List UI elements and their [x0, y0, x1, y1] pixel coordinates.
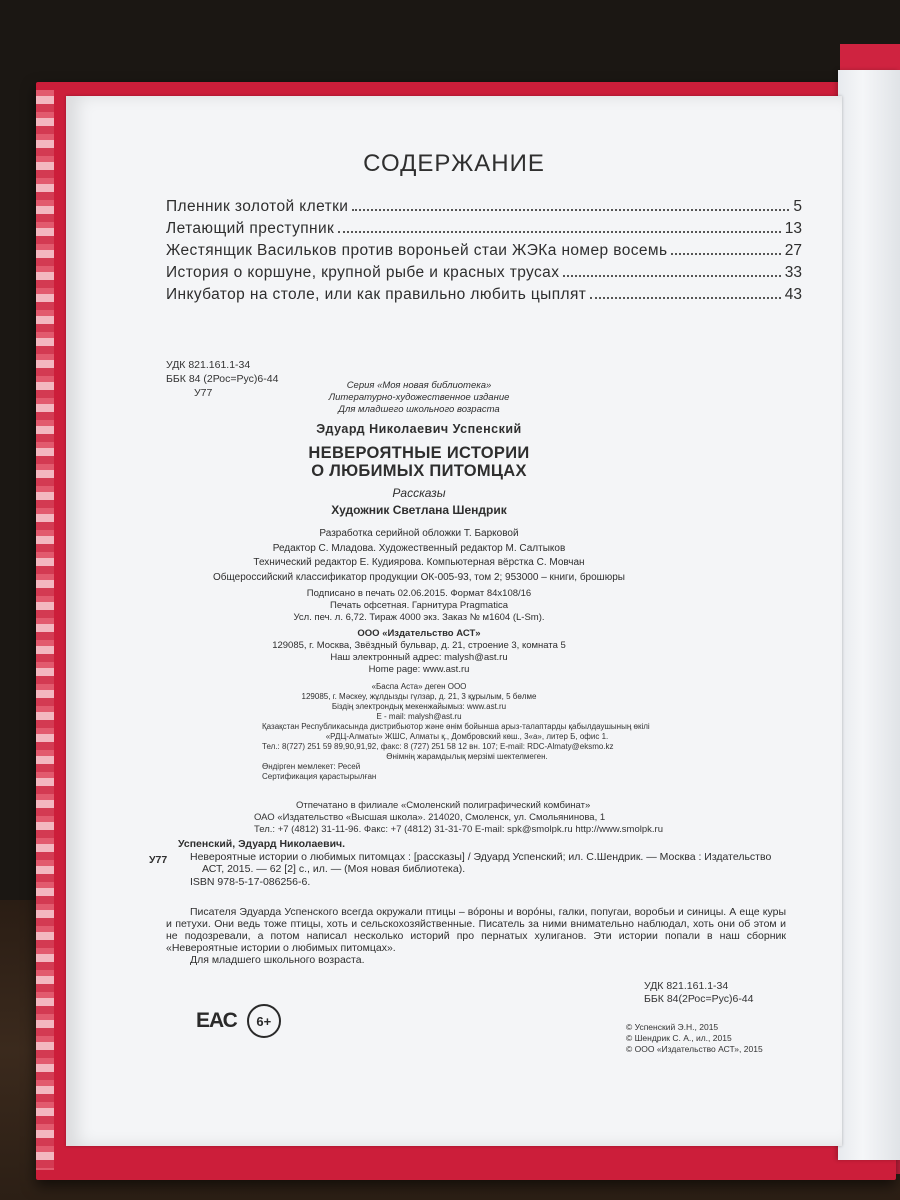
- annotation-paragraph: Писателя Эдуарда Успенского всегда окружали птицы – во́роны и воро́ны, галки, попугаи, воробьи и синицы. А еще куры и петухи. Они ведь тоже птицы, хоть и сельскохозяйственные. Писатель за ними внимательно наблюдал, хоть они об этом и не подозревали, а потом написал несколько историй про пернатых хулиганов. Эти истории попали в наш сборник «Невероятные истории о любимых питомцах».: [166, 906, 786, 954]
- toc-entry: [166, 262, 802, 284]
- credit-line: Технический редактор Е. Кудиярова. Компьютерная вёрстка С. Мовчан: [253, 557, 585, 568]
- udk-code: УДК 821.161.1-34: [166, 359, 251, 371]
- print-info-line: Подписано в печать 02.06.2015. Формат 84x108/16: [306, 588, 532, 599]
- series-line: Серия «Моя новая библиотека»: [346, 380, 492, 391]
- printing-line: Отпечатано в филиале «Смоленский полиграфический комбинат»: [296, 800, 591, 811]
- udk-code: УДК 821.161.1-34: [644, 980, 729, 992]
- kz-line: «Баспа Аста» деген ООО: [371, 682, 467, 691]
- certification-marks: [196, 1004, 281, 1038]
- artist: Художник Светлана Шендрик: [331, 503, 507, 517]
- toc-dot-leader: [352, 208, 789, 211]
- annotation-paragraph: Для младшего школьного возраста.: [190, 954, 365, 966]
- credit-line: Общероссийский классификатор продукции ОК-005-93, том 2; 953000 – книги, брошюры: [213, 571, 625, 583]
- toc-entry-page: 5: [793, 198, 802, 215]
- distributor-line: Өндірген мемлекет: Ресей: [262, 762, 361, 771]
- print-info-line: Печать офсетная. Гарнитура Pragmatica: [330, 600, 508, 611]
- book-title: [66, 444, 772, 480]
- publisher-address: 129085, г. Москва, Звёздный бульвар, д. 21, строение 3, комната 5: [272, 640, 566, 651]
- author-sign: У77: [194, 387, 213, 399]
- kz-line: Біздің электрондық мекенжайымыз: www.ast.ru: [331, 702, 507, 711]
- catalog-body: Невероятные истории о любимых питомцах : [рассказы] / Эдуард Успенский; ил. С.Шендрик. — Москва : Издательство АСТ, 2015. — 62 [2] с., ил. — (Моя новая библиотека).: [190, 850, 772, 875]
- book-page: [66, 96, 842, 1146]
- print-info: [66, 588, 772, 624]
- toc-dot-leader: [590, 296, 781, 299]
- printing-plant-info: [254, 800, 663, 836]
- printing-line: ОАО «Издательство «Высшая школа». 214020, Смоленск, ул. Смольянинова, 1: [254, 812, 606, 823]
- isbn: ISBN 978-5-17-086256-6.: [190, 875, 311, 888]
- genre: Рассказы: [392, 486, 446, 500]
- author-name: Эдуард Николаевич Успенский: [316, 422, 522, 436]
- kz-line: 129085, г. Мәскеу, жұлдызды гүлзар, д. 21, 3 құрылым, 5 бөлме: [301, 692, 537, 701]
- eac-mark-icon: ЕАС: [196, 1009, 237, 1032]
- toc-entry: [166, 218, 802, 240]
- contents-heading: СОДЕРЖАНИЕ: [363, 150, 545, 177]
- credit-line: Разработка серийной обложки Т. Барковой: [319, 528, 519, 539]
- toc-entry-title: История о коршуне, крупной рыбе и красных трусах: [166, 264, 560, 281]
- distributor-line: Тел.: 8(727) 251 59 89,90,91,92, факс: 8 (727) 251 58 12 вн. 107; E-mail: RDC-Almaty@eksmo.kz: [262, 742, 614, 751]
- toc-entry-page: 33: [784, 264, 802, 281]
- series-info: [66, 380, 772, 416]
- table-of-contents: [166, 196, 802, 306]
- credit-line: Редактор С. Младова. Художественный редактор М. Салтыков: [272, 542, 566, 554]
- credits: [66, 527, 772, 585]
- copyright-line: © Успенский Э.Н., 2015: [626, 1022, 719, 1032]
- catalog-code: У77: [149, 854, 168, 866]
- publisher-info: [66, 628, 772, 676]
- publisher-homepage: Home page: www.ast.ru: [368, 664, 470, 675]
- bbk-code: ББК 84(2Рос=Рус)6-44: [644, 993, 754, 1005]
- distributor-info: [262, 722, 672, 782]
- publisher-name: ООО «Издательство АСТ»: [357, 628, 481, 639]
- age-rating-badge: 6+: [247, 1004, 281, 1038]
- series-line: Литературно-художественное издание: [328, 392, 510, 403]
- toc-dot-leader: [671, 252, 780, 255]
- classification-codes-bottom: [644, 980, 754, 1006]
- print-info-line: Усл. печ. л. 6,72. Тираж 4000 экз. Заказ № м1604 (L-Sm).: [293, 612, 545, 623]
- toc-entry: [166, 196, 802, 218]
- toc-entry-page: 27: [784, 242, 802, 259]
- toc-entry-page: 43: [784, 286, 802, 303]
- distributor-line: Сертификация қарастырылған: [262, 772, 377, 781]
- catalog-card: [149, 838, 786, 888]
- toc-dot-leader: [338, 230, 781, 233]
- bbk-code: ББК 84 (2Рос=Рус)6-44: [166, 373, 279, 385]
- kz-line: E - mail: malysh@ast.ru: [376, 712, 462, 721]
- spine-stripe: [36, 90, 54, 1170]
- toc-entry: [166, 240, 802, 262]
- printing-line: Тел.: +7 (4812) 31-11-96. Факс: +7 (4812) 31-31-70 E-mail: spk@smolpk.ru http://www.smolpk.ru: [254, 824, 663, 835]
- distributor-line: Өнімнің жарамдылық мерзімі шектелмеген.: [386, 752, 548, 761]
- publisher-email: Наш электронный адрес: malysh@ast.ru: [330, 652, 508, 663]
- kz-publisher-info: [66, 682, 772, 722]
- distributor-line: «РДЦ-Алматы» ЖШС, Алматы қ., Домбровский көш., 3«а», литер Б, офис 1.: [325, 732, 609, 741]
- copyright-line: © ООО «Издательство АСТ», 2015: [626, 1044, 763, 1054]
- toc-entry-title: Летающий преступник: [166, 220, 335, 237]
- toc-entry-title: Пленник золотой клетки: [166, 198, 349, 215]
- toc-entry-title: Жестянщик Васильков против вороньей стаи ЖЭКа номер восемь: [166, 242, 668, 259]
- toc-entry-title: Инкубатор на столе, или как правильно любить цыплят: [166, 286, 587, 303]
- annotation: [166, 906, 786, 966]
- toc-entry-page: 13: [784, 220, 802, 237]
- copyright-line: © Шендрик С. А., ил., 2015: [626, 1033, 732, 1043]
- copyright: [626, 1022, 763, 1055]
- book-title-line: О ЛЮБИМЫХ ПИТОМЦАХ: [311, 462, 527, 480]
- catalog-heading: Успенский, Эдуард Николаевич.: [178, 838, 346, 850]
- distributor-line: Қазақстан Республикасында дистрибьютор және өнім бойынша арыз-талаптарды қабылдаушының өкілі: [262, 722, 650, 731]
- toc-entry: [166, 284, 802, 306]
- series-line: Для младшего школьного возраста: [338, 404, 500, 415]
- facing-page-edge: [838, 70, 900, 1160]
- toc-dot-leader: [563, 274, 780, 277]
- book-title-line: НЕВЕРОЯТНЫЕ ИСТОРИИ: [308, 444, 530, 462]
